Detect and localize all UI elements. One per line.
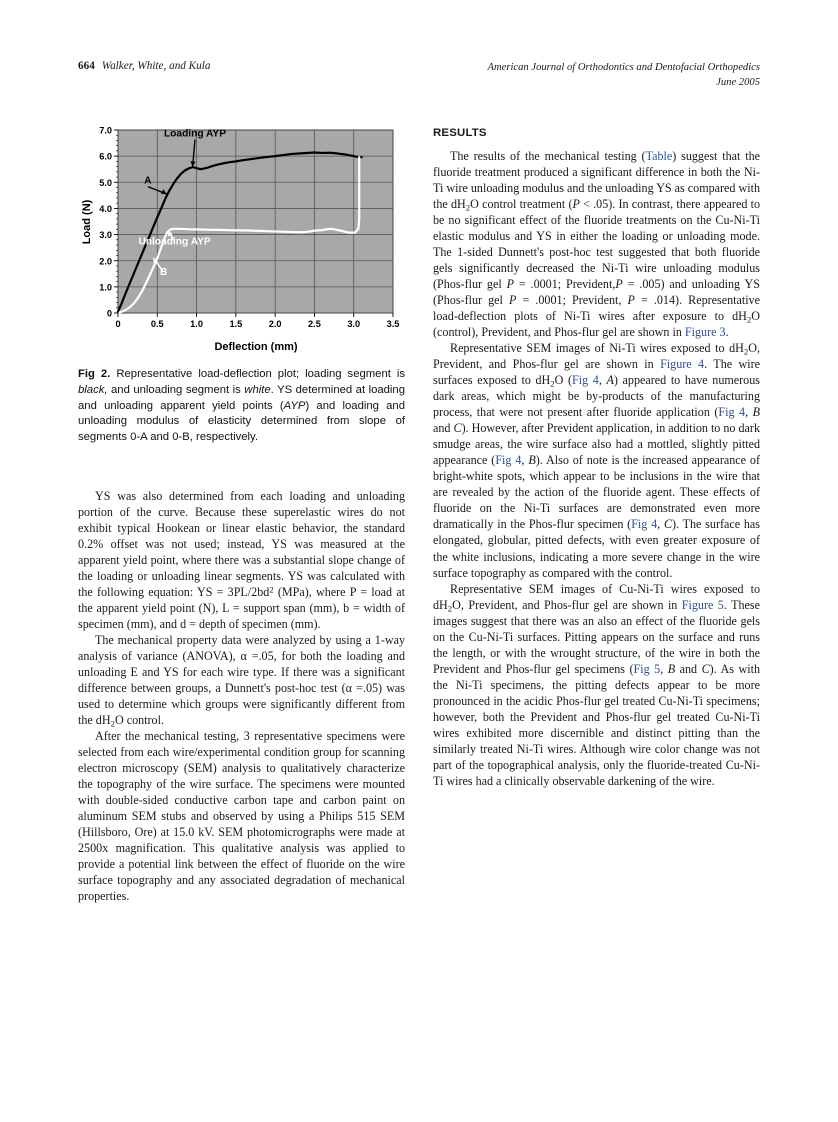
rp1-t10: . xyxy=(725,325,729,340)
svg-text:B: B xyxy=(159,267,168,279)
link-figure-4[interactable]: Figure 4 xyxy=(660,357,705,372)
right-paragraph-1 xyxy=(433,148,760,340)
lp1-sup: 2 xyxy=(269,584,274,595)
rp2-sub1: 2 xyxy=(743,346,749,357)
svg-text:0: 0 xyxy=(106,308,112,319)
rp2-t5: , xyxy=(598,373,607,388)
svg-text:Loading AYP: Loading AYP xyxy=(163,128,227,140)
rp1-t3: O control treatment ( xyxy=(470,197,573,212)
left-paragraph-3 xyxy=(78,728,405,904)
caption-text-3: . YS determined at loading and unloading apparent yield points ( xyxy=(78,383,405,412)
left-column-body xyxy=(78,488,405,904)
lp1-a: YS was also determined from each loading and unloading portion of the curve. Because these superelastic wires do not exhibit typical Hookean or linear elastic behavior, the standard 0.2% offset was not used; instead, YS was measured at the apparent yield point, where there was a substantial slope change of the loading or unloading linear segments. YS was calculated with the following equation: YS = 3PL/2bd xyxy=(78,489,405,600)
rp2-it1: A xyxy=(606,373,614,388)
link-fig-4-b[interactable]: Fig 4 xyxy=(495,453,522,468)
link-figure-3[interactable]: Figure 3 xyxy=(684,325,726,340)
rp2-it2: B xyxy=(752,405,760,420)
rp3-t6: ). As with the Ni-Ti specimens, the pitting defects appear to be more pronounced in the acidic Phos-flur gel treated Cu-Ni-Ti specimens; however, both the Prevident and Phos-flur gel treated Cu-Ni-Ti wires exhibited more discernible and distinct pitting than the similarly treated Ni-Ti wires. Although wire color change was not part of the topographical analysis, only the fluoride-treated Cu-Ni-Ti wires had a clinically observable darkening of the wire. xyxy=(433,661,760,788)
svg-text:1.0: 1.0 xyxy=(99,282,112,293)
rp2-it3: C xyxy=(453,421,462,436)
chart-svg xyxy=(78,118,408,358)
running-head-right xyxy=(488,60,760,90)
rp1-t7: = .0001; Prevident, xyxy=(516,293,628,308)
svg-text:Unloading AYP: Unloading AYP xyxy=(138,236,211,248)
right-paragraph-2 xyxy=(433,340,760,580)
right-paragraph-3 xyxy=(433,581,760,789)
y-axis-label: Load (N) xyxy=(81,199,93,245)
link-table[interactable]: Table xyxy=(645,149,673,164)
svg-text:3.0: 3.0 xyxy=(99,230,112,241)
rp1-t6: = .005) and unloading YS (Phos-flur gel xyxy=(433,277,760,308)
figure-caption xyxy=(78,367,405,446)
rp3-t2: O, Prevident, and Phos-flur gel are shown in xyxy=(452,597,682,612)
svg-text:2.5: 2.5 xyxy=(308,319,321,329)
svg-text:7.0: 7.0 xyxy=(99,125,112,136)
rp3-t4: , xyxy=(660,661,668,676)
rp2-t1: Representative SEM images of Ni-Ti wires exposed to dH xyxy=(450,341,744,356)
caption-italic-white: white xyxy=(244,383,271,396)
running-head-authors: Walker, White, and Kula xyxy=(101,60,211,72)
rp3-it1: B xyxy=(667,661,676,676)
svg-text:A: A xyxy=(144,175,152,187)
link-figure-5[interactable]: Figure 5 xyxy=(681,597,724,612)
rp2-t6: ) appeared to have numerous dark areas, which might be by-products of the manufacturing process, that were not present after fluoride application ( xyxy=(433,373,760,420)
running-head xyxy=(78,60,760,90)
results-heading: RESULTS xyxy=(433,127,487,139)
rp1-t9: O (control), Prevident, and Phos-flur gel are shown in xyxy=(433,309,760,340)
rp3-t1: Representative SEM images of Cu-Ni-Ti wires exposed to dH xyxy=(433,581,760,612)
svg-text:3.5: 3.5 xyxy=(386,319,400,329)
rp1-t4: < .05). In contrast, there appeared to be no significant effect of the fluoride treatments on the Cu-Ni-Ti elastic modulus and YS in either the loading or unloading mode. The 1-sided Dunnett's post-hoc test suggested that both fluoride gels significantly decreased the Ni-Ti wire unloading modulus (Phos-flur gel xyxy=(433,197,760,292)
svg-text:6.0: 6.0 xyxy=(99,151,112,162)
rp2-t3: . The wire surfaces exposed to dH xyxy=(433,357,760,388)
rp2-t10: , xyxy=(521,453,529,468)
caption-text-4: ) and loading and unloading modulus of elasticity determined from slope of segments 0-A and 0-B, respectively. xyxy=(78,399,405,444)
rp3-sub1: 2 xyxy=(447,602,453,613)
rp2-it4: B xyxy=(528,453,536,468)
lp2-a: The mechanical property data were analyzed by using a 1-way analysis of variance (ANOVA), α =.05, for both the loading and unloading E and YS for each wire type. If there was a significant difference between groups, a Dunnett's post-hoc test (α =.05) was used to determine which groups were significantly different from the dH xyxy=(78,633,405,728)
issue-date: June 2005 xyxy=(716,77,760,89)
rp1-t5: = .0001; Prevident, xyxy=(513,277,616,292)
caption-text-2: and unloading segment is xyxy=(107,383,245,396)
link-fig-4-a[interactable]: Fig 4 xyxy=(572,373,599,388)
rp3-t5: and xyxy=(675,661,702,676)
load-deflection-chart xyxy=(78,118,408,358)
rp1-it2: P xyxy=(506,277,514,292)
page-number: 664 xyxy=(78,60,95,72)
svg-text:2.0: 2.0 xyxy=(268,319,282,329)
svg-text:2.0: 2.0 xyxy=(99,256,112,267)
left-paragraph-2 xyxy=(78,632,405,728)
left-paragraph-1 xyxy=(78,488,405,632)
rp2-sub2: 2 xyxy=(550,378,555,389)
rp1-it5: P xyxy=(627,293,635,308)
rp3-t3: . These images suggest that there was an also an effect of the fluoride gels on the Cu-Ni-Ti surfaces. Pitting appears on the surface and runs the length, or with the wrought structure, of the wire in both the Prevident and Phos-flur gel specimens ( xyxy=(433,597,760,676)
link-fig-4-bc[interactable]: Fig 4 xyxy=(718,405,746,420)
rp1-t2: ) suggest that the fluoride treatment produced a significant difference in both the Ni-Ti wire unloading modulus and the unloading YS as compared with the dH xyxy=(433,149,760,212)
link-fig-4-c[interactable]: Fig 4 xyxy=(631,517,658,532)
svg-text:0: 0 xyxy=(115,319,121,329)
rp2-t2: O, Prevident, and Phos-flur gel are shown in xyxy=(433,341,760,372)
rp2-t9: ). However, after Prevident application, in addition to no dark smudge areas, the wire surface also had a mottled, slightly pitted appearance ( xyxy=(433,421,760,468)
x-axis-label: Deflection (mm) xyxy=(214,341,298,353)
svg-text:1.0: 1.0 xyxy=(190,319,203,329)
rp2-t13: ). The surface has elongated, globular, pitted defects, with even greater exposure of the white inclusions, indicating a more severe change in the wire surface topography as compared with the control. xyxy=(433,517,760,580)
lp2-sub: 2 xyxy=(110,718,115,729)
caption-text-1: Representative load-deflection plot; loading segment is xyxy=(116,368,406,380)
rp1-it3: P xyxy=(615,277,623,292)
rp1-sub1: 2 xyxy=(465,202,471,213)
rp1-it4: P xyxy=(508,293,517,308)
svg-text:3.0: 3.0 xyxy=(347,319,361,329)
rp2-t8: and xyxy=(433,421,454,436)
figure-2 xyxy=(78,118,408,446)
rp1-sub2: 2 xyxy=(746,314,752,325)
rp2-t12: , xyxy=(657,517,664,532)
figure-label: Fig 2. xyxy=(78,368,111,380)
lp2-b: O control. xyxy=(114,713,164,728)
svg-text:0.5: 0.5 xyxy=(150,319,164,329)
rp1-it1: P xyxy=(572,197,580,212)
rp1-t8: = .014). Representative load-deflection plots of Ni-Ti wires after exposure to dH xyxy=(433,293,760,324)
caption-italic-black: black, xyxy=(78,383,108,396)
svg-text:4.0: 4.0 xyxy=(99,204,112,215)
lp3-a: After the mechanical testing, 3 representative specimens were selected from each wire/experimental condition group for scanning electron microscopy (SEM) analysis to qualitatively characterize the topography of the wire surface. The specimens were mounted with double-sided conductive carbon tape and carbon paint on aluminum SEM stubs and observed by using a Philips 515 SEM (Hillsboro, Ore) at 15.0 kV. SEM photomicrographs were made at 2500x magnification. This qualitative analysis was applied to provide a potential link between the effect of fluoride on the wire surface topography and any associated degradation of mechanical properties. xyxy=(78,729,405,904)
right-column xyxy=(433,126,760,789)
svg-text:1.5: 1.5 xyxy=(229,319,243,329)
lp1-b: (MPa), where P = load at the apparent yield point (N), L = support span (mm), b = width of specimen (mm), and d = depth of specimen (mm). xyxy=(78,585,405,632)
link-fig-5-bc[interactable]: Fig 5 xyxy=(633,661,661,676)
svg-text:5.0: 5.0 xyxy=(99,177,112,188)
running-head-left xyxy=(78,60,210,72)
rp2-t7: , xyxy=(745,405,753,420)
rp3-it2: C xyxy=(701,661,710,676)
caption-italic-ayp: AYP xyxy=(283,399,306,412)
journal-title: American Journal of Orthodontics and Dentofacial Orthopedics xyxy=(487,62,760,73)
rp1-t1: The results of the mechanical testing ( xyxy=(450,149,646,164)
rp2-t11: ). Also of note is the increased appearance of bright-white spots, which appear to be inclusions in the wire that are revealed by the action of the fluoride agent. These effects of fluoride on the Ni-Ti surfaces are demonstrated even more dramatically in the Phos-flur specimen ( xyxy=(433,453,761,532)
rp2-t4: O ( xyxy=(554,373,573,388)
rp2-it5: C xyxy=(663,517,673,532)
